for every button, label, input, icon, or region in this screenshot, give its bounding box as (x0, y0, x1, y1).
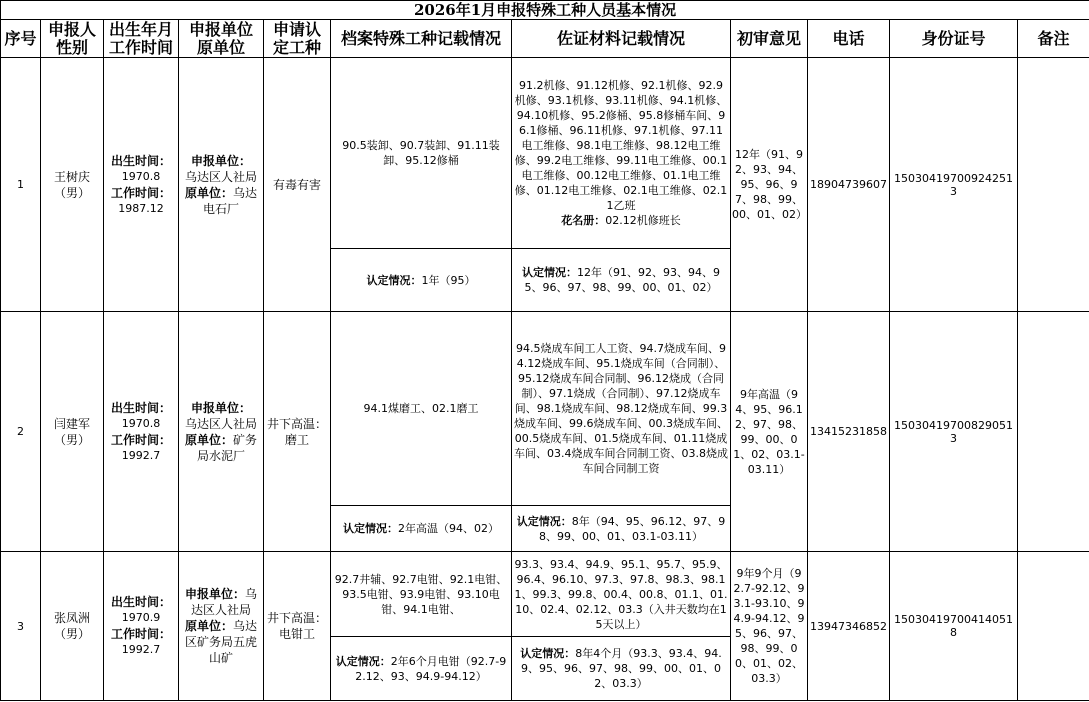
birth-value: 1970.8 (121, 169, 161, 183)
unit-cell (179, 552, 264, 701)
roster-value: 02.12机修班长 (605, 214, 681, 227)
id-number-cell: 150304197004140518 (890, 552, 1018, 701)
applicant-cell (41, 552, 104, 701)
archive-recognition-cell (331, 637, 512, 701)
dates-cell (104, 58, 179, 312)
evidence-recognition: 8年4个月（93.3、93.4、94.9、95、96、97、98、99、00、01、02、03.3） (521, 647, 722, 690)
original-unit-label: 原单位： (184, 432, 233, 447)
applicant-cell (41, 58, 104, 312)
evidence-record: 93.3、93.4、94.9、95.1、95.7、95.9、96.4、96.10、97.3、97.8、98.3、98.11、99.3、99.8、00.4、00.8、01.1、01.10、02.4、02.12、03.3（入井天数均在15天以上） (512, 552, 731, 637)
job-type-cell: 井下高温：磨工 (264, 312, 331, 552)
applicant-name: 张凤洲 (53, 611, 90, 625)
evidence-record: 94.5烧成车间工人工资、94.7烧成车间、94.12烧成车间、95.1烧成车间（合同制）、95.12烧成车间合同制、96.12烧成（合同制）、97.1烧成（合同制）、97.12烧成车间、98.1烧成车间、98.12烧成车间、99.3烧成车间、99.6烧成车间、00.3烧成车间、00.5烧成车间、01.5烧成车间、01.11烧成车间、03.4烧成车间合同制工资、03.8烧成车间合同制工资 (512, 312, 731, 506)
archive-recognition: 2年6个月电钳（92.7-92.12、93、94.9-94.12） (355, 654, 507, 683)
evidence-recognition: 8年（94、95、96.12、97、98、99、00、01、03.1-03.11） (539, 514, 726, 543)
row-seq: 3 (1, 552, 41, 701)
phone-cell: 13947346852 (808, 552, 890, 701)
evidence-recognition: 12年（91、92、93、94、95、96、97、98、99、00、01、02） (524, 266, 720, 294)
work-value: 1992.7 (121, 448, 161, 462)
archive-recognition-cell (331, 506, 512, 552)
report-unit-value: 乌达区人社局 (184, 416, 257, 431)
work-label: 工作时间： (110, 185, 171, 200)
row-seq: 2 (1, 312, 41, 552)
recognition-label: 认定情况： (516, 514, 572, 528)
birth-value: 1970.8 (121, 416, 161, 430)
header-birth-l1: 出生年月 (108, 19, 173, 39)
original-unit-value: 矿务局水泥厂 (196, 432, 258, 463)
header-remarks: 备注 (1018, 20, 1089, 58)
recognition-label: 认定情况： (522, 266, 577, 279)
remarks-cell (1018, 552, 1089, 701)
header-job-type-l2: 定工种 (272, 37, 321, 57)
evidence-record: 91.2机修、91.12机修、92.1机修、92.9机修、93.1机修、93.11机修、94.1机修、94.10机修、95.2修桶、95.8修桶车间、96.1修桶、96.11机修、97.1机修、97.11电工维修、98.1电工维修、98.12电工维修、99.2电工维修、99.11电工维修、00.1电工维修、00.12电工维修、01.1电工维修、01.12电工维修、02.1电工维修、02.11乙班 (514, 79, 728, 212)
recognition-label: 认定情况： (335, 654, 391, 668)
recognition-label: 认定情况： (366, 273, 422, 287)
roster-label: 花名册： (561, 214, 606, 227)
applicant-gender: （男） (53, 627, 90, 641)
evidence-recognition-cell (512, 506, 731, 552)
original-unit-value: 乌达区矿务局五虎山矿 (184, 619, 258, 665)
phone-cell: 13415231858 (808, 312, 890, 552)
work-label: 工作时间： (110, 432, 171, 447)
unit-cell (179, 58, 264, 312)
birth-label: 出生时间： (110, 153, 171, 168)
header-applicant (41, 20, 104, 58)
dates-cell (104, 312, 179, 552)
header-unit-l2: 原单位 (196, 37, 245, 57)
report-unit-value: 乌达区人社局 (190, 587, 258, 617)
header-applicant-l1: 申报人 (47, 19, 96, 39)
work-value: 1992.7 (121, 643, 161, 656)
archive-recognition: 2年高温（94、02） (398, 522, 499, 535)
review-cell: 9年高温（94、95、96.12、97、98、99、00、01、02、03.1-03.11） (731, 312, 808, 552)
header-applicant-l2: 性别 (55, 37, 88, 57)
applicant-name: 闫建军 (53, 416, 90, 431)
table-row (1, 552, 1089, 637)
header-job-type (264, 20, 331, 58)
header-unit-l1: 申报单位 (188, 19, 253, 39)
birth-label: 出生时间： (110, 595, 171, 609)
remarks-cell (1018, 312, 1089, 552)
header-id-number: 身份证号 (890, 20, 1018, 58)
report-unit-label: 申报单位： (190, 400, 251, 415)
evidence-record-cell (512, 58, 731, 249)
row-seq: 1 (1, 58, 41, 312)
birth-value: 1970.9 (121, 611, 161, 624)
original-unit-label: 原单位： (184, 619, 233, 633)
header-job-type-l1: 申请认 (272, 19, 321, 39)
job-type-cell: 有毒有害 (264, 58, 331, 312)
applicant-cell (41, 312, 104, 552)
header-unit (179, 20, 264, 58)
header-phone: 电话 (808, 20, 890, 58)
phone-cell: 18904739607 (808, 58, 890, 312)
dates-cell (104, 552, 179, 701)
archive-record: 94.1煤磨工、02.1磨工 (331, 312, 512, 506)
review-cell: 9年9个月（92.7-92.12、93.1-93.10、94.9-94.12、95、96、97、98、99、00、01、02、03.3） (731, 552, 808, 701)
header-row (1, 20, 1089, 58)
birth-label: 出生时间： (110, 400, 171, 415)
header-evidence: 佐证材料记载情况 (512, 20, 731, 58)
review-cell: 12年（91、92、93、94、95、96、97、98、99、00、01、02） (731, 58, 808, 312)
applicant-gender: （男） (53, 432, 90, 447)
report-unit-label: 申报单位： (184, 587, 245, 601)
header-review: 初审意见 (731, 20, 808, 58)
header-birth-l2: 工作时间 (108, 37, 173, 57)
job-type-cell: 井下高温：电钳工 (264, 552, 331, 701)
id-number-cell: 150304197008290513 (890, 312, 1018, 552)
remarks-cell (1018, 58, 1089, 312)
recognition-label: 认定情况： (520, 647, 576, 660)
original-unit-label: 原单位： (184, 185, 233, 200)
sheet-title: 2026年1月申报特殊工种人员基本情况 (1, 1, 1089, 20)
work-label: 工作时间： (110, 627, 171, 641)
id-number-cell: 150304197009242513 (890, 58, 1018, 312)
archive-recognition: 1年（95） (421, 273, 476, 287)
original-unit-value: 乌达电石厂 (202, 185, 258, 216)
table-row (1, 58, 1089, 249)
evidence-recognition-cell (512, 637, 731, 701)
table-row (1, 312, 1089, 506)
evidence-recognition-cell (512, 249, 731, 312)
applicant-gender: （男） (53, 185, 90, 200)
work-value: 1987.12 (118, 201, 164, 215)
report-unit-value: 乌达区人社局 (184, 169, 257, 184)
archive-record: 92.7井辅、92.7电钳、92.1电钳、93.5电钳、93.9电钳、93.10电钳、94.1电钳、 (331, 552, 512, 637)
recognition-label: 认定情况： (343, 522, 398, 535)
header-birth (104, 20, 179, 58)
unit-cell (179, 312, 264, 552)
header-seq: 序号 (1, 20, 41, 58)
header-archive: 档案特殊工种记载情况 (331, 20, 512, 58)
archive-record: 90.5装卸、90.7装卸、91.11装卸、95.12修桶 (331, 58, 512, 249)
archive-recognition-cell (331, 249, 512, 312)
report-unit-label: 申报单位： (190, 153, 251, 168)
applicant-name: 王树庆 (53, 169, 90, 184)
